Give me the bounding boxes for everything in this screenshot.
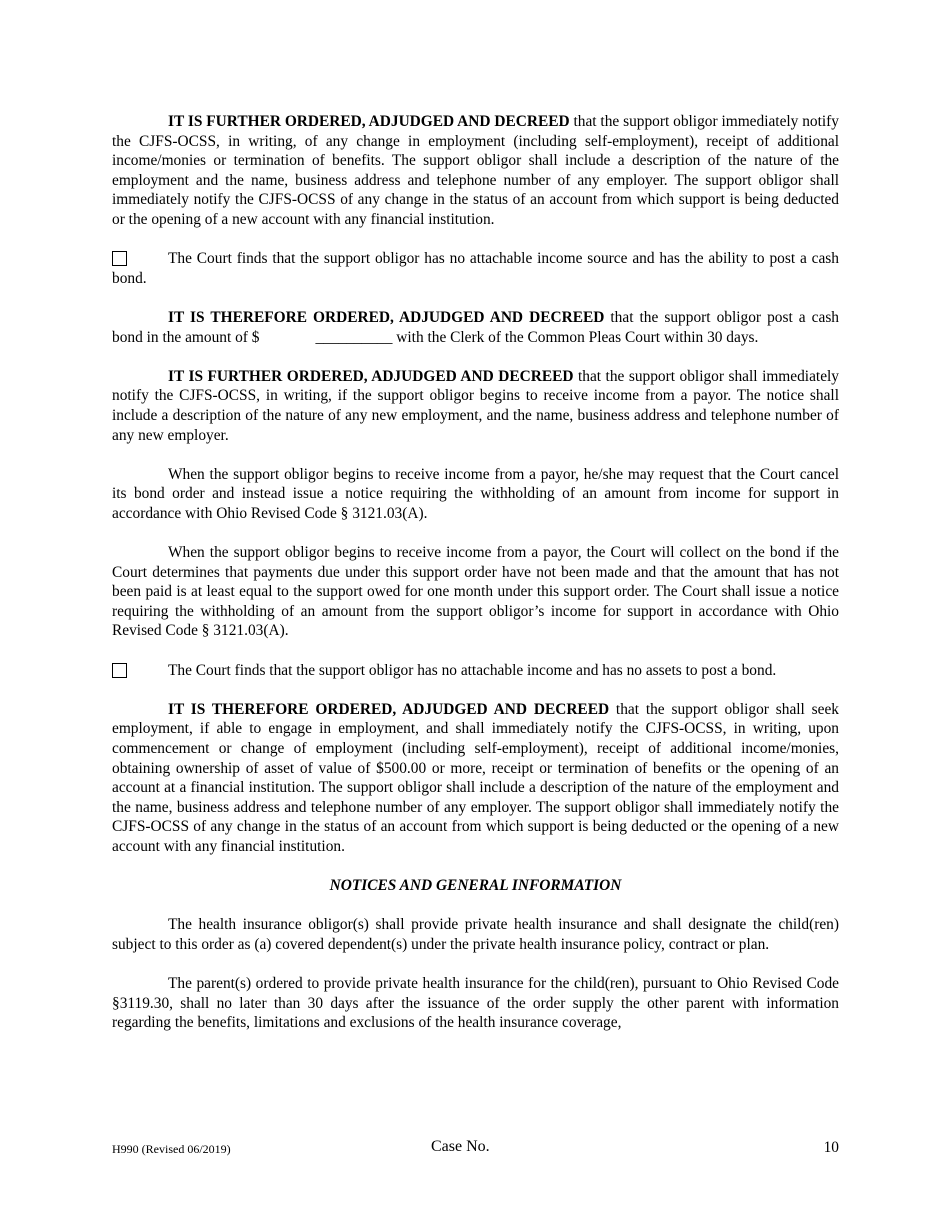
finding-text: The Court finds that the support obligor has no attachable income source and has the ability to post a cash bond. [112,250,839,287]
document-body [112,112,839,1033]
paragraph-therefore-ordered-bond [112,308,839,347]
form-id: H990 (Revised 06/2019) [112,1142,231,1156]
section-heading: NOTICES AND GENERAL INFORMATION [329,877,622,895]
bond-amount-field[interactable]: __________ [315,328,393,346]
paragraph-bond-collect: When the support obligor begins to receive income from a payor, the Court will collect on the bond if the Court determines that payments due under this support order have not been made and that the amount that has not been paid is at least equal to the support owed for one month under this support order. The Court shall issue a notice requiring the withholding of an amount from the support obligor’s income for support in accordance with Ohio Revised Code § 3121.03(A). [112,544,839,640]
order-heading: IT IS THEREFORE ORDERED, ADJUDGED AND DECREED [168,308,605,326]
paragraph-health-insurance-info: The parent(s) ordered to provide private health insurance for the child(ren), pursuant to Ohio Revised Code §3119.30, shall no later than 30 days after the issuance of the order supply the other parent with information regarding the benefits, limitations and exclusions of the health insurance coverage, [112,975,839,1032]
finding-cash-bond [112,249,839,288]
paragraph-text: that the support obligor immediately notify the CJFS-OCSS, in writing, of any change in employment (including self-employment), receipt of additional income/monies or termination of benefits. The support obligor shall include a description of the nature of the employment and the name, business address and telephone number of any employer. The support obligor shall immediately notify the CJFS-OCSS of any change in the status of an account from which support is being deducted or the opening of a new account with any financial institution. [112,113,840,228]
finding-text: The Court finds that the support obligor has no attachable income and has no assets to post a bond. [168,661,777,679]
paragraph-text: that the support obligor shall immediately notify the CJFS-OCSS, in writing, if the support obligor begins to receive income from a payor. The notice shall include a description of the nature of any new employment, and the name, business address and telephone number of any new employer. [112,367,839,444]
paragraph-further-ordered-1 [112,112,839,230]
paragraph-health-insurance: The health insurance obligor(s) shall provide private health insurance and shall designate the child(ren) subject to this order as (a) covered dependent(s) under the private health insurance policy, contract or plan. [112,916,839,953]
paragraph-text: that the support obligor post a cash bond in the amount of $ [112,308,840,346]
order-heading: IT IS FURTHER ORDERED, ADJUDGED AND DECREED [168,367,574,385]
page-footer [112,1138,839,1162]
order-heading: IT IS THEREFORE ORDERED, ADJUDGED AND DECREED [168,700,610,718]
no-assets-checkbox[interactable] [112,663,127,678]
paragraph-therefore-ordered-employment [112,700,839,857]
case-number-label: Case No. [431,1138,490,1155]
cash-bond-checkbox[interactable] [112,251,127,266]
finding-no-assets [112,661,839,681]
page-number: 10 [823,1139,839,1156]
paragraph-further-ordered-2 [112,367,839,445]
order-heading: IT IS FURTHER ORDERED, ADJUDGED AND DECREED [168,113,570,130]
paragraph-text: with the Clerk of the Common Pleas Court within 30 days. [392,328,759,346]
paragraph-text: that the support obligor shall seek employment, if able to engage in employment, and shall immediately notify the CJFS-OCSS, in writing, upon commencement or change of employment (including self-employment), receipt of additional income/monies, obtaining ownership of asset of value of $500.00 or more, receipt or termination of benefits or the opening of an account at a financial institution. The support obligor shall include a description of the nature of the employment and the name, business address and telephone number of any employer. The support obligor shall immediately notify the CJFS-OCSS of any change in the status of an account from which support is being deducted or the opening of a new account with any financial institution. [112,700,840,855]
paragraph-bond-cancel: When the support obligor begins to receive income from a payor, he/she may request that the Court cancel its bond order and instead issue a notice requiring the withholding of an amount from income for support in accordance with Ohio Revised Code § 3121.03(A). [112,465,839,522]
